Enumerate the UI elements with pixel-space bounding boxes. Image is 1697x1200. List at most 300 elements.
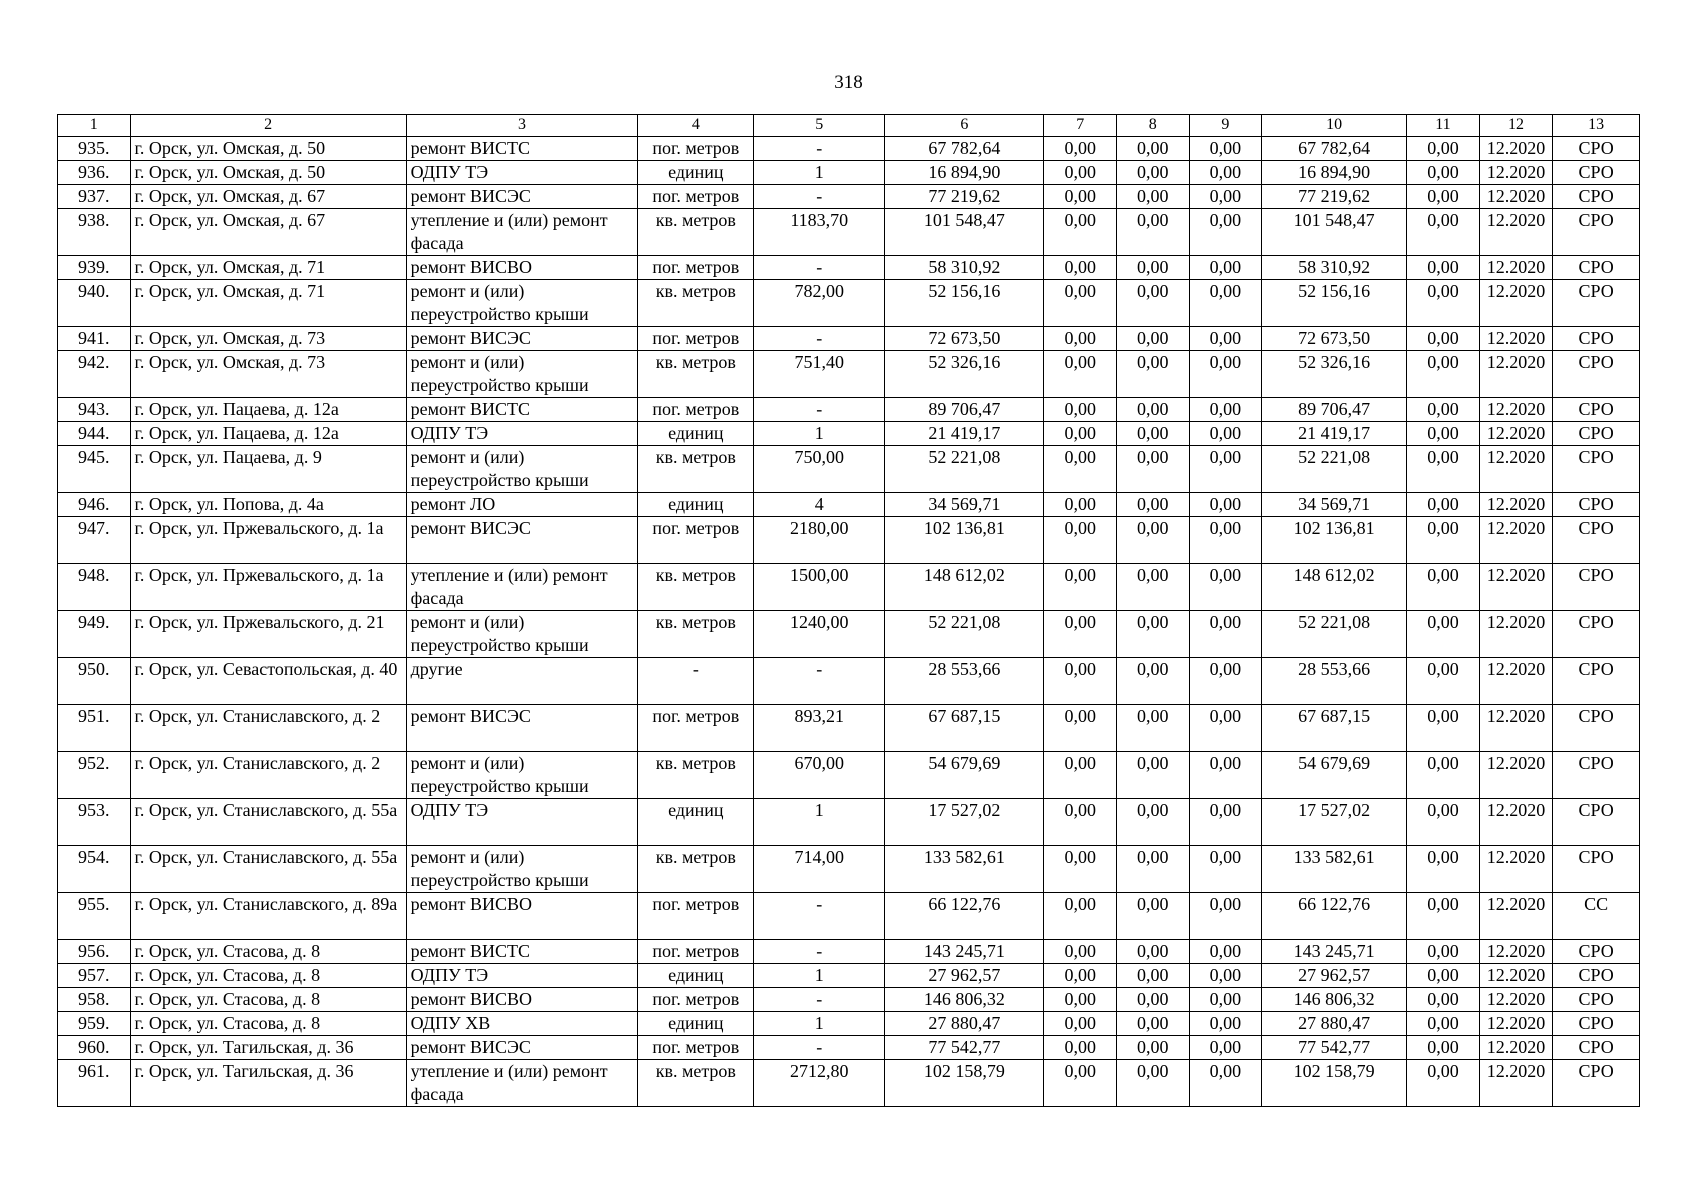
row-number: 959. [58,1012,131,1036]
cell-value: 0,00 [1407,1060,1480,1107]
row-number: 953. [58,799,131,846]
cell-value: 0,00 [1044,256,1117,280]
unit: пог. метров [638,256,754,280]
cell-value: 0,00 [1044,161,1117,185]
cell-value: 0,00 [1117,493,1190,517]
unit: кв. метров [638,846,754,893]
row-number: 938. [58,209,131,256]
cell-value: 0,00 [1407,964,1480,988]
cell-value: 0,00 [1117,327,1190,351]
organization: СРО [1553,493,1640,517]
cell-value: 0,00 [1117,351,1190,398]
row-number: 946. [58,493,131,517]
address: г. Орск, ул. Омская, д. 50 [130,137,406,161]
completion-date: 12.2020 [1479,398,1553,422]
unit: пог. метров [638,517,754,564]
work-type: ремонт ЛО [406,493,638,517]
cell-value: 0,00 [1407,846,1480,893]
organization: СРО [1553,137,1640,161]
address: г. Орск, ул. Омская, д. 73 [130,351,406,398]
row-number: 943. [58,398,131,422]
table-body [58,137,1640,1107]
organization: СРО [1553,398,1640,422]
cell-value: 0,00 [1117,446,1190,493]
work-type: ОДПУ ТЭ [406,799,638,846]
total-cost: 101 548,47 [885,209,1044,256]
cell-value: 0,00 [1407,256,1480,280]
cell-value: 0,00 [1117,185,1190,209]
work-type: ремонт и (или) переустройство крыши [406,280,638,327]
cell-value: 52 326,16 [1262,351,1407,398]
completion-date: 12.2020 [1479,611,1553,658]
unit: пог. метров [638,705,754,752]
total-cost: 66 122,76 [885,893,1044,940]
unit: кв. метров [638,209,754,256]
completion-date: 12.2020 [1479,137,1553,161]
total-cost: 77 219,62 [885,185,1044,209]
unit: единиц [638,799,754,846]
completion-date: 12.2020 [1479,446,1553,493]
cell-value: 0,00 [1189,446,1262,493]
cell-value: 0,00 [1117,161,1190,185]
completion-date: 12.2020 [1479,1036,1553,1060]
work-type: ремонт ВИСВО [406,988,638,1012]
table-row [58,398,1640,422]
row-number: 935. [58,137,131,161]
cell-value: 0,00 [1407,705,1480,752]
cell-value: 0,00 [1407,398,1480,422]
cell-value: 0,00 [1407,988,1480,1012]
cell-value: 0,00 [1407,161,1480,185]
cell-value: 0,00 [1117,517,1190,564]
cell-value: 0,00 [1044,611,1117,658]
cell-value: 0,00 [1189,658,1262,705]
volume: 4 [754,493,885,517]
cell-value: 0,00 [1407,517,1480,564]
completion-date: 12.2020 [1479,161,1553,185]
column-header: 12 [1479,115,1553,137]
unit: кв. метров [638,611,754,658]
work-type: другие [406,658,638,705]
cell-value: 0,00 [1044,940,1117,964]
cell-value: 0,00 [1117,256,1190,280]
cell-value: 0,00 [1117,658,1190,705]
organization: СРО [1553,446,1640,493]
table-row [58,161,1640,185]
organization: СРО [1553,517,1640,564]
column-header: 11 [1407,115,1480,137]
cell-value: 0,00 [1189,564,1262,611]
cell-value: 52 156,16 [1262,280,1407,327]
unit: - [638,658,754,705]
cell-value: 0,00 [1117,964,1190,988]
cell-value: 0,00 [1407,351,1480,398]
unit: кв. метров [638,280,754,327]
total-cost: 58 310,92 [885,256,1044,280]
cell-value: 0,00 [1189,161,1262,185]
table-row [58,137,1640,161]
row-number: 952. [58,752,131,799]
volume: 750,00 [754,446,885,493]
cell-value: 0,00 [1189,799,1262,846]
cell-value: 0,00 [1189,988,1262,1012]
volume: 1 [754,799,885,846]
cell-value: 102 136,81 [1262,517,1407,564]
completion-date: 12.2020 [1479,940,1553,964]
unit: кв. метров [638,446,754,493]
volume: 1 [754,422,885,446]
work-type: ремонт ВИСВО [406,893,638,940]
row-number: 950. [58,658,131,705]
table-row [58,705,1640,752]
cell-value: 0,00 [1407,799,1480,846]
row-number: 942. [58,351,131,398]
cell-value: 0,00 [1189,1036,1262,1060]
cell-value: 0,00 [1407,446,1480,493]
address: г. Орск, ул. Тагильская, д. 36 [130,1036,406,1060]
total-cost: 67 782,64 [885,137,1044,161]
table-row [58,964,1640,988]
cell-value: 52 221,08 [1262,611,1407,658]
completion-date: 12.2020 [1479,846,1553,893]
address: г. Орск, ул. Омская, д. 67 [130,209,406,256]
cell-value: 0,00 [1117,893,1190,940]
unit: кв. метров [638,1060,754,1107]
work-type: ОДПУ ХВ [406,1012,638,1036]
cell-value: 0,00 [1407,564,1480,611]
cell-value: 0,00 [1407,493,1480,517]
address: г. Орск, ул. Станиславского, д. 89а [130,893,406,940]
total-cost: 77 542,77 [885,1036,1044,1060]
cell-value: 0,00 [1189,893,1262,940]
volume: 751,40 [754,351,885,398]
cell-value: 21 419,17 [1262,422,1407,446]
cell-value: 133 582,61 [1262,846,1407,893]
row-number: 940. [58,280,131,327]
cell-value: 0,00 [1407,185,1480,209]
address: г. Орск, ул. Пржевальского, д. 1а [130,564,406,611]
cell-value: 77 219,62 [1262,185,1407,209]
total-cost: 89 706,47 [885,398,1044,422]
column-header: 1 [58,115,131,137]
volume: 893,21 [754,705,885,752]
table-row [58,327,1640,351]
cell-value: 28 553,66 [1262,658,1407,705]
address: г. Орск, ул. Омская, д. 71 [130,280,406,327]
cell-value: 0,00 [1117,1060,1190,1107]
completion-date: 12.2020 [1479,564,1553,611]
cell-value: 0,00 [1407,1012,1480,1036]
cell-value: 0,00 [1117,1012,1190,1036]
total-cost: 102 136,81 [885,517,1044,564]
cell-value: 0,00 [1189,209,1262,256]
cell-value: 0,00 [1117,705,1190,752]
column-header: 8 [1117,115,1190,137]
column-header: 6 [885,115,1044,137]
table-row [58,752,1640,799]
row-number: 961. [58,1060,131,1107]
cell-value: 0,00 [1117,611,1190,658]
header-row [58,115,1640,137]
cell-value: 0,00 [1407,611,1480,658]
table-row [58,611,1640,658]
row-number: 954. [58,846,131,893]
unit: пог. метров [638,327,754,351]
cell-value: 0,00 [1044,658,1117,705]
cell-value: 0,00 [1117,988,1190,1012]
cell-value: 0,00 [1407,940,1480,964]
completion-date: 12.2020 [1479,658,1553,705]
unit: кв. метров [638,752,754,799]
volume: 2712,80 [754,1060,885,1107]
cell-value: 0,00 [1117,564,1190,611]
work-type: ремонт ВИСТС [406,398,638,422]
organization: СРО [1553,185,1640,209]
completion-date: 12.2020 [1479,964,1553,988]
work-type: ремонт и (или) переустройство крыши [406,446,638,493]
cell-value: 0,00 [1407,893,1480,940]
column-header: 5 [754,115,885,137]
completion-date: 12.2020 [1479,422,1553,446]
completion-date: 12.2020 [1479,209,1553,256]
cell-value: 0,00 [1189,752,1262,799]
row-number: 936. [58,161,131,185]
unit: пог. метров [638,940,754,964]
column-header: 7 [1044,115,1117,137]
cell-value: 0,00 [1189,398,1262,422]
organization: СРО [1553,1060,1640,1107]
total-cost: 54 679,69 [885,752,1044,799]
table-row [58,940,1640,964]
address: г. Орск, ул. Станиславского, д. 55а [130,799,406,846]
cell-value: 0,00 [1117,940,1190,964]
cell-value: 67 687,15 [1262,705,1407,752]
cell-value: 77 542,77 [1262,1036,1407,1060]
organization: СРО [1553,280,1640,327]
column-header: 2 [130,115,406,137]
unit: пог. метров [638,137,754,161]
address: г. Орск, ул. Стасова, д. 8 [130,964,406,988]
row-number: 944. [58,422,131,446]
cell-value: 0,00 [1117,1036,1190,1060]
cell-value: 0,00 [1407,209,1480,256]
table-row [58,988,1640,1012]
volume: 1500,00 [754,564,885,611]
cell-value: 0,00 [1044,705,1117,752]
organization: СРО [1553,161,1640,185]
cell-value: 0,00 [1407,327,1480,351]
row-number: 945. [58,446,131,493]
cell-value: 0,00 [1407,1036,1480,1060]
work-type: ОДПУ ТЭ [406,161,638,185]
table-row [58,446,1640,493]
address: г. Орск, ул. Пржевальского, д. 1а [130,517,406,564]
cell-value: 0,00 [1189,1012,1262,1036]
completion-date: 12.2020 [1479,893,1553,940]
page-number: 318 [834,72,863,93]
row-number: 937. [58,185,131,209]
repair-program-table [57,114,1640,1107]
cell-value: 72 673,50 [1262,327,1407,351]
row-number: 960. [58,1036,131,1060]
table-row [58,351,1640,398]
cell-value: 0,00 [1407,752,1480,799]
volume: - [754,185,885,209]
completion-date: 12.2020 [1479,256,1553,280]
organization: СРО [1553,611,1640,658]
work-type: ремонт и (или) переустройство крыши [406,611,638,658]
address: г. Орск, ул. Попова, д. 4а [130,493,406,517]
work-type: ремонт ВИСЭС [406,185,638,209]
table-row [58,893,1640,940]
cell-value: 0,00 [1117,280,1190,327]
cell-value: 0,00 [1189,256,1262,280]
work-type: ремонт ВИСТС [406,137,638,161]
unit: единиц [638,1012,754,1036]
total-cost: 27 962,57 [885,964,1044,988]
cell-value: 148 612,02 [1262,564,1407,611]
organization: СРО [1553,846,1640,893]
unit: единиц [638,422,754,446]
work-type: ремонт ВИСЭС [406,327,638,351]
cell-value: 0,00 [1044,846,1117,893]
cell-value: 0,00 [1117,799,1190,846]
address: г. Орск, ул. Пацаева, д. 12а [130,422,406,446]
total-cost: 67 687,15 [885,705,1044,752]
cell-value: 0,00 [1189,185,1262,209]
organization: СРО [1553,327,1640,351]
table-row [58,1012,1640,1036]
cell-value: 0,00 [1044,280,1117,327]
total-cost: 52 326,16 [885,351,1044,398]
address: г. Орск, ул. Пацаева, д. 12а [130,398,406,422]
completion-date: 12.2020 [1479,517,1553,564]
volume: - [754,398,885,422]
organization: СС [1553,893,1640,940]
completion-date: 12.2020 [1479,705,1553,752]
work-type: ремонт ВИСЭС [406,517,638,564]
volume: 1183,70 [754,209,885,256]
volume: 1 [754,1012,885,1036]
table-row [58,846,1640,893]
unit: единиц [638,161,754,185]
organization: СРО [1553,209,1640,256]
cell-value: 0,00 [1189,493,1262,517]
cell-value: 89 706,47 [1262,398,1407,422]
total-cost: 52 221,08 [885,611,1044,658]
organization: СРО [1553,752,1640,799]
cell-value: 0,00 [1044,1036,1117,1060]
cell-value: 0,00 [1044,493,1117,517]
address: г. Орск, ул. Омская, д. 73 [130,327,406,351]
completion-date: 12.2020 [1479,752,1553,799]
cell-value: 27 962,57 [1262,964,1407,988]
cell-value: 54 679,69 [1262,752,1407,799]
cell-value: 0,00 [1044,799,1117,846]
total-cost: 34 569,71 [885,493,1044,517]
address: г. Орск, ул. Стасова, д. 8 [130,940,406,964]
work-type: утепление и (или) ремонт фасада [406,1060,638,1107]
table-row [58,280,1640,327]
cell-value: 0,00 [1407,422,1480,446]
organization: СРО [1553,988,1640,1012]
volume: 1 [754,964,885,988]
cell-value: 34 569,71 [1262,493,1407,517]
cell-value: 0,00 [1117,398,1190,422]
organization: СРО [1553,256,1640,280]
table-row [58,422,1640,446]
total-cost: 21 419,17 [885,422,1044,446]
work-type: ремонт и (или) переустройство крыши [406,846,638,893]
address: г. Орск, ул. Тагильская, д. 36 [130,1060,406,1107]
organization: СРО [1553,422,1640,446]
row-number: 947. [58,517,131,564]
row-number: 939. [58,256,131,280]
volume: 782,00 [754,280,885,327]
cell-value: 0,00 [1189,611,1262,658]
address: г. Орск, ул. Пацаева, д. 9 [130,446,406,493]
unit: единиц [638,493,754,517]
completion-date: 12.2020 [1479,988,1553,1012]
organization: СРО [1553,351,1640,398]
work-type: утепление и (или) ремонт фасада [406,209,638,256]
address: г. Орск, ул. Станиславского, д. 55а [130,846,406,893]
completion-date: 12.2020 [1479,1012,1553,1036]
organization: СРО [1553,658,1640,705]
completion-date: 12.2020 [1479,1060,1553,1107]
work-type: ремонт и (или) переустройство крыши [406,752,638,799]
address: г. Орск, ул. Станиславского, д. 2 [130,752,406,799]
table-row [58,517,1640,564]
cell-value: 0,00 [1044,1012,1117,1036]
volume: - [754,1036,885,1060]
completion-date: 12.2020 [1479,493,1553,517]
row-number: 948. [58,564,131,611]
address: г. Орск, ул. Стасова, д. 8 [130,1012,406,1036]
table-row [58,564,1640,611]
table-row [58,1060,1640,1107]
total-cost: 146 806,32 [885,988,1044,1012]
cell-value: 0,00 [1044,446,1117,493]
volume: - [754,327,885,351]
unit: пог. метров [638,398,754,422]
volume: 670,00 [754,752,885,799]
address: г. Орск, ул. Омская, д. 71 [130,256,406,280]
completion-date: 12.2020 [1479,351,1553,398]
cell-value: 0,00 [1044,564,1117,611]
work-type: ремонт ВИСТС [406,940,638,964]
work-type: ОДПУ ТЭ [406,422,638,446]
work-type: ремонт ВИСЭС [406,1036,638,1060]
organization: СРО [1553,799,1640,846]
cell-value: 0,00 [1044,185,1117,209]
work-type: ремонт и (или) переустройство крыши [406,351,638,398]
column-header: 13 [1553,115,1640,137]
address: г. Орск, ул. Севастопольская, д. 40 [130,658,406,705]
table-row [58,256,1640,280]
table-row [58,185,1640,209]
work-type: ремонт ВИСЭС [406,705,638,752]
cell-value: 0,00 [1117,846,1190,893]
cell-value: 16 894,90 [1262,161,1407,185]
row-number: 951. [58,705,131,752]
cell-value: 17 527,02 [1262,799,1407,846]
column-header: 3 [406,115,638,137]
cell-value: 0,00 [1189,846,1262,893]
row-number: 949. [58,611,131,658]
volume: 714,00 [754,846,885,893]
total-cost: 52 221,08 [885,446,1044,493]
